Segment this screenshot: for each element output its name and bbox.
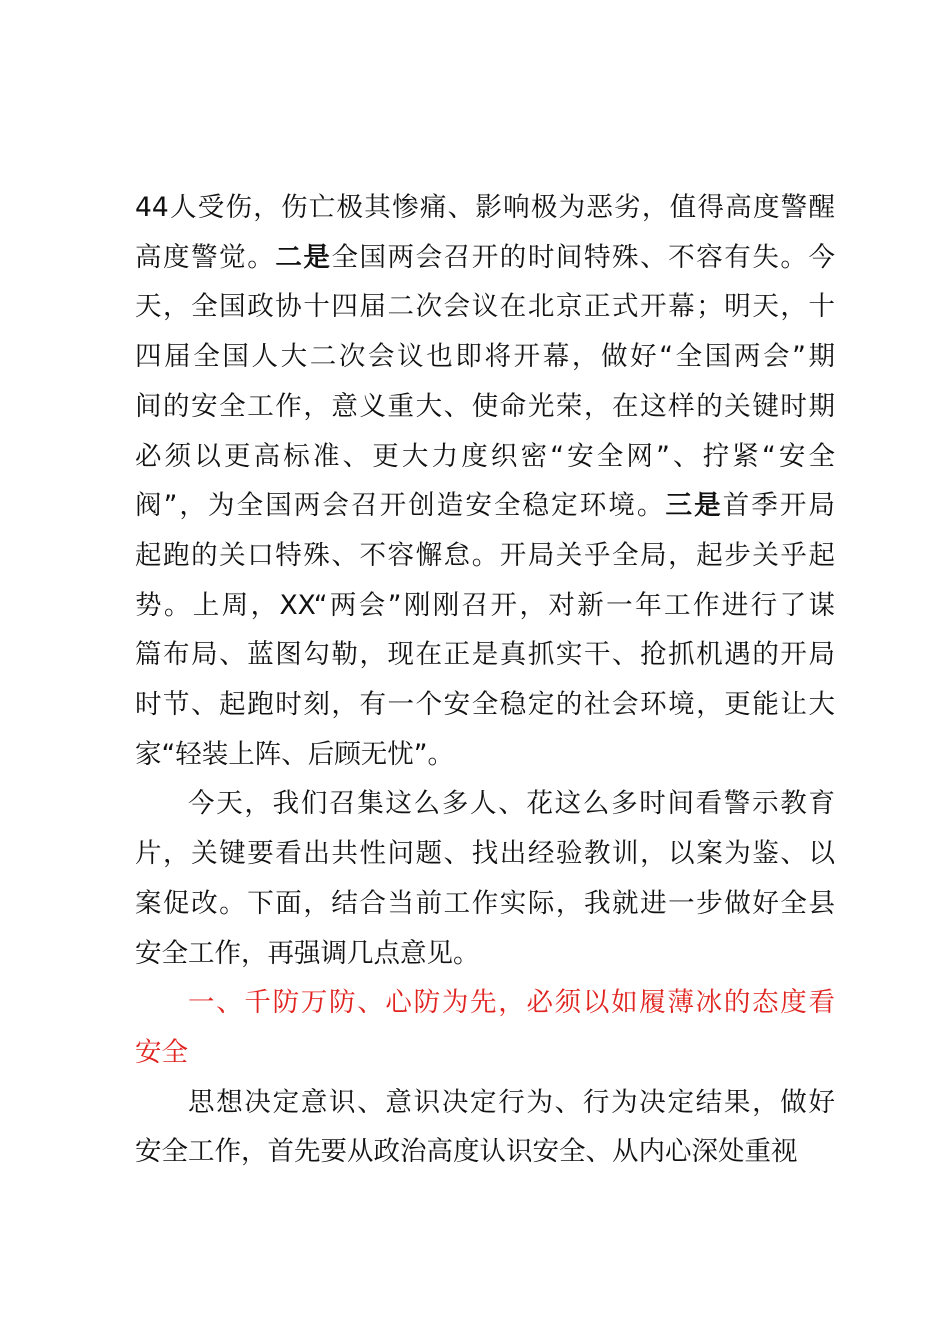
text-segment: 起跑的关口特殊、不容懈怠。开局关乎全局，起步关乎起: [135, 539, 835, 571]
text-line: [135, 1028, 835, 1078]
text-segment: 高度警觉。: [135, 241, 276, 273]
text-segment: 家“轻装上阵、后顾无忧”。: [135, 738, 454, 770]
text-segment: 安全工作，首先要从政治高度认识安全、从内心深处重视: [135, 1136, 798, 1168]
text-line: [135, 680, 835, 730]
text-segment: 天，全国政协十四届二次会议在北京正式开幕；明天，十: [135, 291, 835, 323]
paragraph-thought-decides: [135, 1078, 835, 1177]
text-line: [135, 879, 835, 929]
text-segment: 44人受伤，伤亡极其惨痛、影响极为恶劣，值得高度警醒: [135, 192, 835, 223]
text-line: [135, 630, 835, 680]
text-segment: 时节、起跑时刻，有一个安全稳定的社会环境，更能让大: [135, 689, 835, 721]
text-segment: 首季开局: [722, 490, 836, 522]
text-line: [135, 1127, 835, 1177]
text-line: [135, 779, 835, 829]
text-segment: 间的安全工作，意义重大、使命光荣，在这样的关键时期: [135, 390, 835, 422]
text-line: [135, 233, 835, 283]
text-segment: 势。上周，XX“两会”刚刚召开，对新一年工作进行了谋: [135, 589, 835, 621]
document-body: [135, 183, 835, 1177]
text-line: [135, 581, 835, 631]
paragraph-continued: [135, 183, 835, 779]
text-segment: 片，关键要看出共性问题、找出经验教训，以案为鉴、以: [135, 838, 835, 870]
text-segment: 思想决定意识、意识决定行为、行为决定结果，做好: [188, 1086, 835, 1118]
text-segment: 一、千防万防、心防为先，必须以如履薄冰的态度看: [188, 987, 835, 1019]
text-line: [135, 183, 835, 233]
text-segment: 阀”，为全国两会召开创造安全稳定环境。: [135, 490, 666, 522]
bold-marker: 二是: [275, 241, 332, 273]
text-line: [135, 929, 835, 979]
text-line: [135, 282, 835, 332]
bold-marker: 三是: [665, 490, 723, 522]
text-line: [135, 382, 835, 432]
text-line: [135, 730, 835, 780]
text-segment: 安全工作，再强调几点意见。: [135, 937, 480, 969]
text-line: [135, 332, 835, 382]
text-line: [135, 829, 835, 879]
text-segment: 案促改。下面，结合当前工作实际，我就进一步做好全县: [135, 887, 835, 919]
section-heading-1: [135, 978, 835, 1077]
text-line: [135, 432, 835, 482]
text-segment: 全国两会召开的时间特殊、不容有失。今: [331, 241, 835, 273]
text-segment: 今天，我们召集这么多人、花这么多时间看警示教育: [188, 788, 835, 820]
text-segment: 必须以更高标准、更大力度织密“安全网”、拧紧“安全: [135, 440, 835, 472]
paragraph-warning-video: [135, 779, 835, 978]
text-segment: 篇布局、蓝图勾勒，现在正是真抓实干、抢抓机遇的开局: [135, 639, 835, 671]
text-segment: 安全: [135, 1036, 188, 1068]
text-line: [135, 978, 835, 1028]
text-line: [135, 481, 835, 531]
text-line: [135, 1078, 835, 1128]
text-segment: 四届全国人大二次会议也即将开幕，做好“全国两会”期: [135, 341, 835, 373]
text-line: [135, 531, 835, 581]
